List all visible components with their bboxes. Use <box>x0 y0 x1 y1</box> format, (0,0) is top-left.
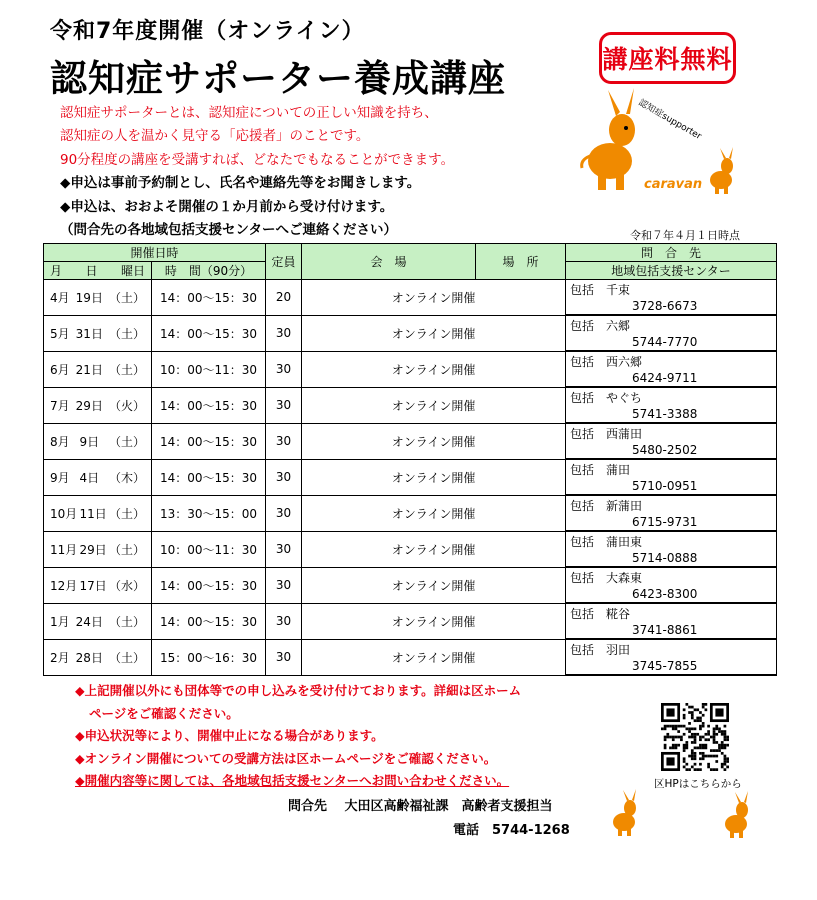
capacity-cell: 30 <box>266 387 302 423</box>
month: 2月 <box>50 650 70 665</box>
date-cell <box>44 315 152 351</box>
date-cell <box>44 495 152 531</box>
center-name: 包括 蒲田 <box>570 463 631 477</box>
header-month: 月 <box>50 264 63 278</box>
table-row <box>44 423 777 459</box>
venue-cell: オンライン開催 <box>302 280 566 316</box>
center-name: 包括 やぐち <box>570 391 643 405</box>
center-phone: 6424-9711 <box>632 371 698 385</box>
capacity-cell: 20 <box>266 280 302 316</box>
date-cell <box>44 531 152 567</box>
center-phone: 5480-2502 <box>632 443 698 457</box>
center-phone: 3741-8861 <box>632 623 698 637</box>
day: 11日 <box>79 506 107 521</box>
table-row <box>44 603 777 639</box>
weekday: （土） <box>108 326 145 341</box>
center-phone: 5714-0888 <box>632 551 698 565</box>
table-row <box>44 351 777 387</box>
contact-dept: 問合先 大田区高齢福祉課 高齢者支援担当 <box>288 799 553 814</box>
qr-code[interactable] <box>661 703 729 771</box>
table-row <box>44 531 777 567</box>
weekday: （土） <box>108 650 145 665</box>
mascot-text-top: 認知症supporter <box>636 97 703 142</box>
contact-cell <box>566 423 777 459</box>
header-contact-sub: 地域包括支援センター <box>566 262 777 280</box>
center-name: 包括 千束 <box>570 283 631 297</box>
capacity-cell: 30 <box>266 315 302 351</box>
day: 21日 <box>75 362 103 377</box>
table-row <box>44 495 777 531</box>
center-phone: 3745-7855 <box>632 659 698 673</box>
weekday: （水） <box>108 578 145 593</box>
table-row <box>44 639 777 675</box>
intro-line: 90分程度の講座を受講すれば、どなたでもなることができます。 <box>60 151 455 168</box>
capacity-cell: 30 <box>266 495 302 531</box>
center-phone: 5741-3388 <box>632 407 698 421</box>
note-line: ◆開催内容等に関しては、各地域包括支援センターへお問い合わせください。 <box>75 773 510 789</box>
month: 9月 <box>50 470 70 485</box>
month: 11月 <box>50 542 78 557</box>
contact-cell <box>566 495 777 531</box>
capacity-cell: 30 <box>266 639 302 675</box>
center-phone: 5710-0951 <box>632 479 698 493</box>
center-name: 包括 新蒲田 <box>570 499 643 513</box>
date-cell <box>44 423 152 459</box>
capacity-cell: 30 <box>266 459 302 495</box>
mascot-text-bottom: caravan <box>644 177 703 192</box>
weekday: （木） <box>108 470 145 485</box>
contact-cell <box>566 531 777 567</box>
intro-line: （問合先の各地域包括支援センターへご連絡ください） <box>60 222 397 239</box>
contact-cell <box>566 280 777 316</box>
intro-line: ◆申込は事前予約制とし、氏名や連絡先等をお聞きします。 <box>60 175 421 192</box>
center-name: 包括 糀谷 <box>570 607 631 621</box>
day: 31日 <box>75 326 103 341</box>
day: 29日 <box>79 542 107 557</box>
center-name: 包括 六郷 <box>570 319 631 333</box>
venue-cell: オンライン開催 <box>302 567 566 603</box>
contact-cell <box>566 639 777 675</box>
contact-cell <box>566 387 777 423</box>
time-cell: 14：00～15：30 <box>152 280 266 316</box>
time-cell: 14：00～15：30 <box>152 459 266 495</box>
header-day: 日 <box>85 264 98 278</box>
page-title: 認知症サポーター養成講座 <box>50 57 506 100</box>
header-weekday: 曜日 <box>120 264 145 278</box>
weekday: （土） <box>108 434 145 449</box>
day: 9日 <box>79 434 100 449</box>
center-name: 包括 西蒲田 <box>570 427 643 441</box>
venue-cell: オンライン開催 <box>302 315 566 351</box>
month: 6月 <box>50 362 70 377</box>
center-phone: 6715-9731 <box>632 515 698 529</box>
month: 10月 <box>50 506 78 521</box>
venue-cell: オンライン開催 <box>302 495 566 531</box>
caravan-mascot-small-icon <box>705 146 765 196</box>
time-cell: 13：30～15：00 <box>152 495 266 531</box>
month: 12月 <box>50 578 78 593</box>
intro-line: ◆申込は、おおよそ開催の１か月前から受け付けます。 <box>60 198 394 215</box>
capacity-cell: 30 <box>266 423 302 459</box>
time-cell: 10：00～11：30 <box>152 351 266 387</box>
table-row <box>44 459 777 495</box>
date-cell <box>44 639 152 675</box>
venue-cell: オンライン開催 <box>302 423 566 459</box>
month: 5月 <box>50 326 70 341</box>
intro-line: 認知症の人を温かく見守る「応援者」のことです。 <box>60 128 370 145</box>
date-cell <box>44 459 152 495</box>
time-cell: 14：00～15：30 <box>152 315 266 351</box>
table-row <box>44 387 777 423</box>
page-subtitle: 令和7年度開催（オンライン） <box>50 19 365 44</box>
table-row <box>44 280 777 316</box>
contact-cell <box>566 603 777 639</box>
note-line: ページをご確認ください。 <box>89 705 239 721</box>
center-phone: 5744-7770 <box>632 335 698 349</box>
venue-cell: オンライン開催 <box>302 351 566 387</box>
intro-line: 認知症サポーターとは、認知症についての正しい知識を持ち、 <box>60 105 438 121</box>
capacity-cell: 30 <box>266 351 302 387</box>
capacity-cell: 30 <box>266 567 302 603</box>
venue-cell: オンライン開催 <box>302 603 566 639</box>
day: 24日 <box>75 614 103 629</box>
header-contact: 問 合 先 <box>566 244 777 262</box>
center-name: 包括 蒲田東 <box>570 535 643 549</box>
weekday: （土） <box>108 506 145 521</box>
contact-phone: 電話 5744-1268 <box>453 823 570 838</box>
date-cell <box>44 280 152 316</box>
month: 1月 <box>50 614 70 629</box>
header-time: 時 間（90分） <box>152 262 266 280</box>
weekday: （火） <box>108 398 145 413</box>
header-venue-a: 会 場 <box>302 244 476 280</box>
month: 4月 <box>50 290 70 305</box>
note-line: ◆申込状況等により、開催中止になる場合があります。 <box>75 728 384 744</box>
weekday: （土） <box>108 362 145 377</box>
time-cell: 15：00～16：30 <box>152 639 266 675</box>
header-datetime: 開催日時 <box>44 244 266 262</box>
contact-cell <box>566 459 777 495</box>
caravan-mascot-logo <box>578 86 708 196</box>
time-cell: 10：00～11：30 <box>152 531 266 567</box>
schedule-table <box>43 243 777 676</box>
venue-cell: オンライン開催 <box>302 531 566 567</box>
header-capacity: 定員 <box>266 244 302 280</box>
venue-cell: オンライン開催 <box>302 387 566 423</box>
contact-cell <box>566 351 777 387</box>
day: 29日 <box>75 398 103 413</box>
time-cell: 14：00～15：30 <box>152 387 266 423</box>
day: 17日 <box>79 578 107 593</box>
caravan-mascot-small-icon <box>720 790 780 840</box>
contact-cell <box>566 567 777 603</box>
center-phone: 3728-6673 <box>632 299 698 313</box>
date-cell <box>44 567 152 603</box>
date-cell <box>44 387 152 423</box>
date-cell <box>44 351 152 387</box>
month: 7月 <box>50 398 70 413</box>
header-date-cols <box>44 262 152 280</box>
note-line: ◆オンライン開催についての受講方法は区ホームページをご確認ください。 <box>75 750 497 766</box>
note-line: ◆上記開催以外にも団体等での申し込みを受け付けております。詳細は区ホーム <box>75 683 522 698</box>
month: 8月 <box>50 434 70 449</box>
contact-info <box>288 795 570 843</box>
capacity-cell: 30 <box>266 603 302 639</box>
day: 19日 <box>75 290 103 305</box>
weekday: （土） <box>108 290 145 305</box>
time-cell: 14：00～15：30 <box>152 567 266 603</box>
table-row <box>44 567 777 603</box>
center-name: 包括 西六郷 <box>570 355 643 369</box>
intro-text <box>60 102 454 242</box>
time-cell: 14：00～15：30 <box>152 603 266 639</box>
free-badge: 講座料無料 <box>599 32 736 84</box>
caravan-mascot-small-icon <box>608 788 668 838</box>
center-phone: 6423-8300 <box>632 587 698 601</box>
time-cell: 14：00～15：30 <box>152 423 266 459</box>
weekday: （土） <box>108 542 145 557</box>
notes <box>75 680 521 793</box>
center-name: 包括 大森東 <box>570 571 643 585</box>
qr-label: 区HPはこちらから <box>654 778 742 790</box>
center-name: 包括 羽田 <box>570 643 631 657</box>
as-of-date: 令和７年４月１日時点 <box>630 229 740 242</box>
header-venue-b: 場 所 <box>476 244 566 280</box>
contact-cell <box>566 315 777 351</box>
day: 4日 <box>79 470 100 485</box>
weekday: （土） <box>108 614 145 629</box>
table-row <box>44 315 777 351</box>
venue-cell: オンライン開催 <box>302 639 566 675</box>
capacity-cell: 30 <box>266 531 302 567</box>
venue-cell: オンライン開催 <box>302 459 566 495</box>
date-cell <box>44 603 152 639</box>
day: 28日 <box>75 650 103 665</box>
